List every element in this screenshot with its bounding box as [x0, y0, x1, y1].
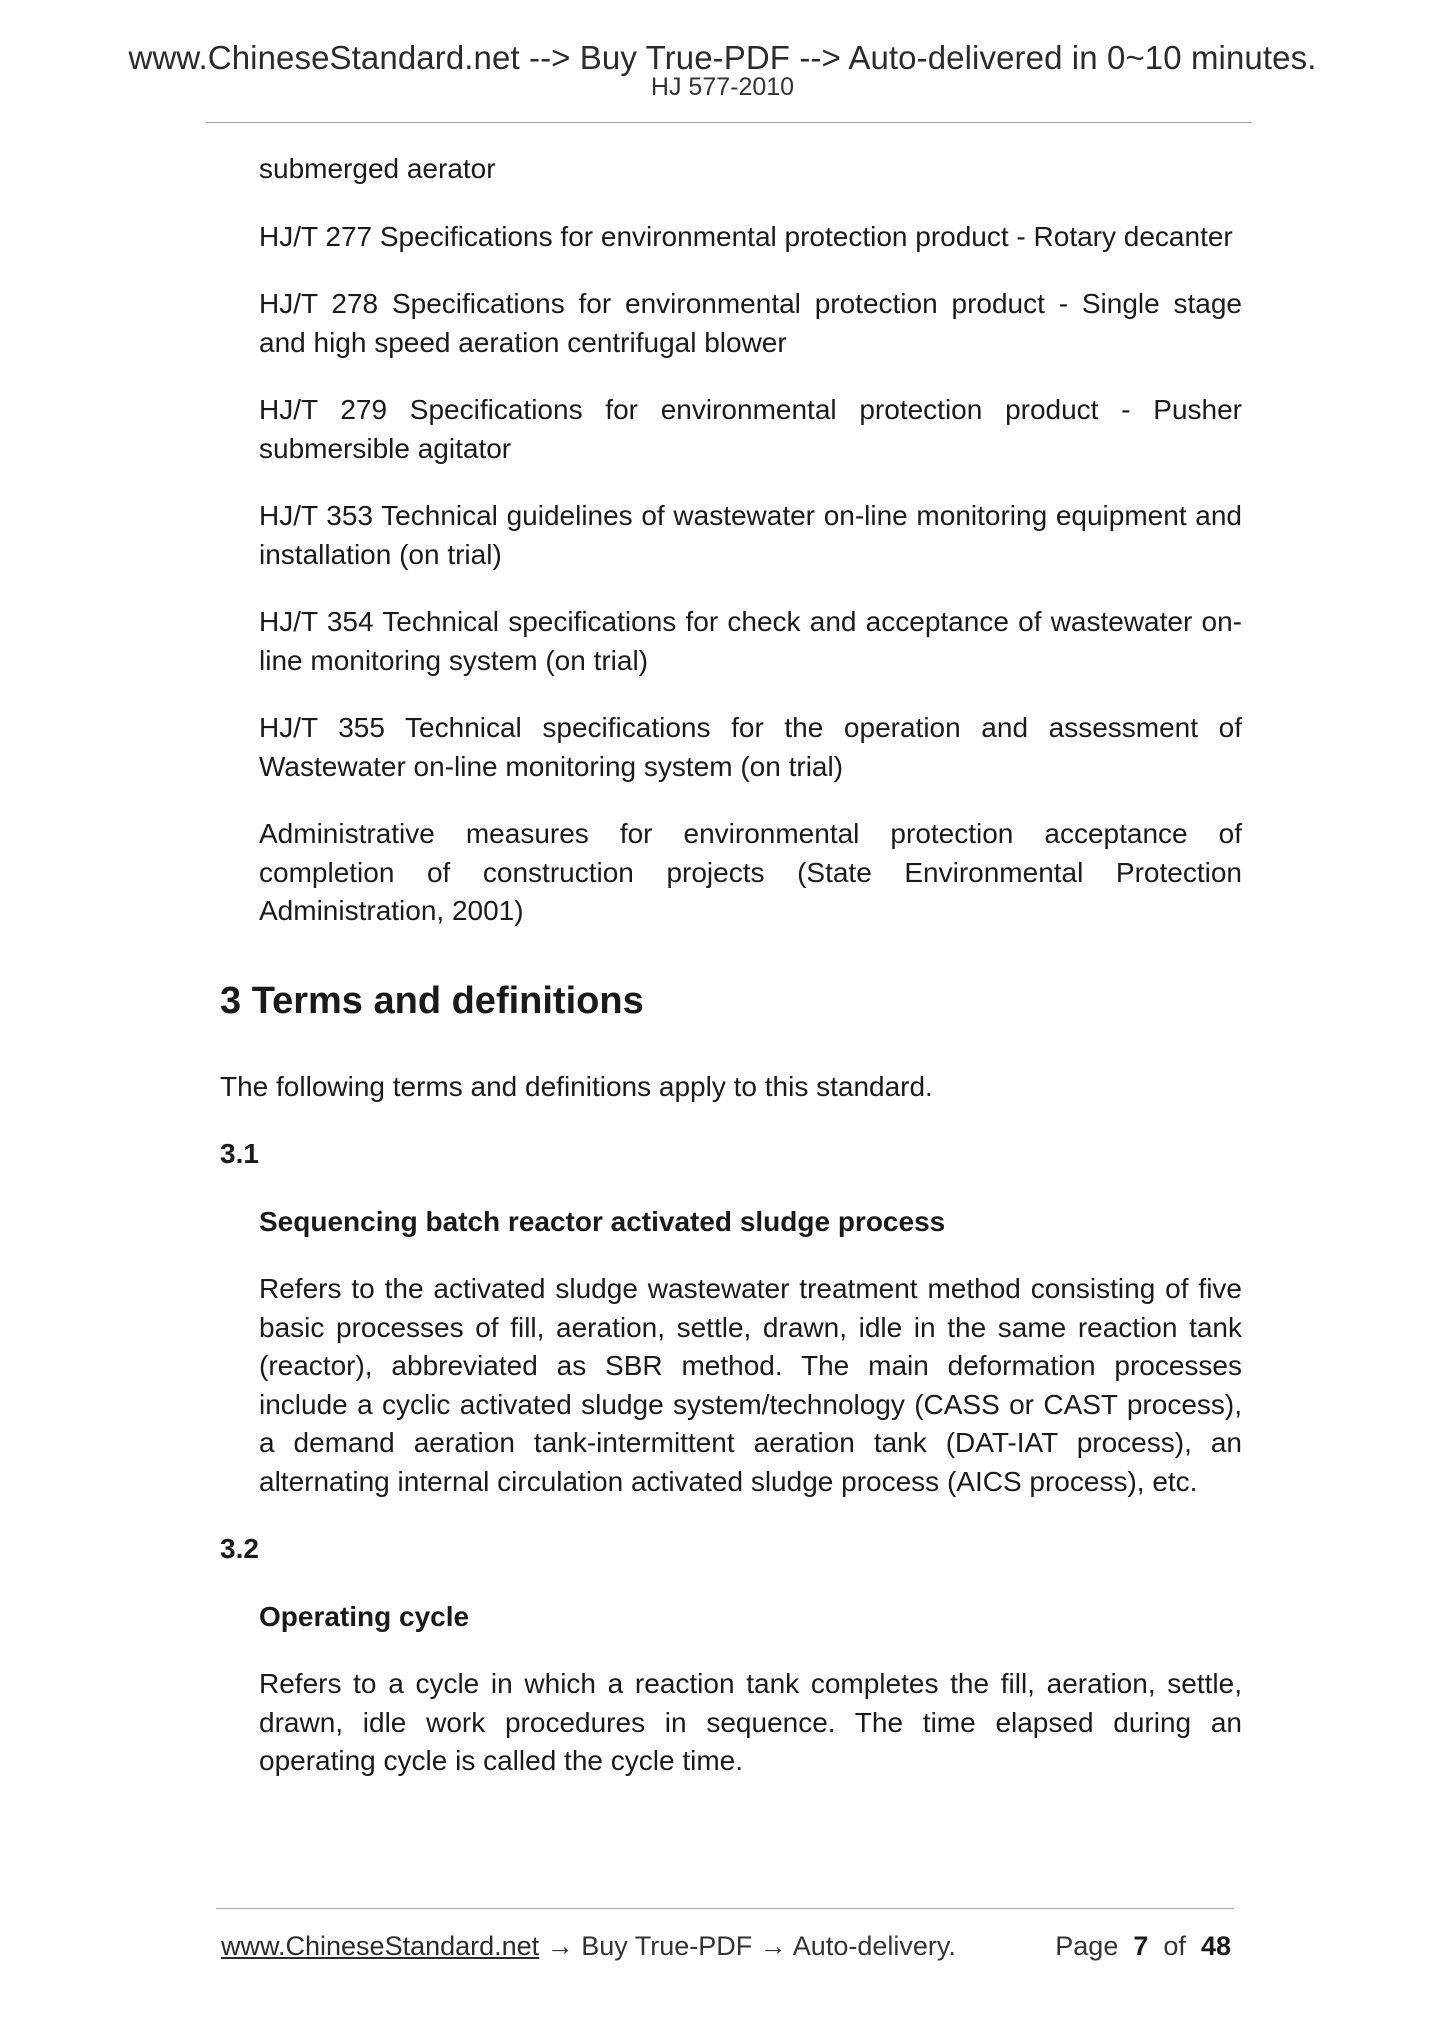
arrow-right-icon: → — [759, 1931, 787, 1961]
reference-item: HJ/T 277 Specifications for environmental protection product - Rotary decanter — [259, 220, 1233, 252]
reference-item: HJ/T 279 Specifications for environmental protection product - Pusher submersible agitator — [259, 394, 1242, 464]
reference-item: HJ/T 353 Technical guidelines of wastewater on-line monitoring equipment and installation (on trial) — [259, 500, 1242, 570]
page-indicator — [1055, 1928, 1231, 1964]
section-heading: 3 Terms and definitions — [220, 979, 644, 1022]
section-intro: The following terms and definitions apply to this standard. — [220, 1070, 933, 1102]
footer-divider — [216, 1908, 1234, 1909]
page-total: 48 — [1200, 1931, 1231, 1961]
page-number: 7 — [1133, 1931, 1149, 1961]
term-number: 3.1 — [220, 1138, 259, 1169]
page-content — [220, 150, 1242, 1810]
footer-buy-text: Buy True-PDF — [581, 1931, 753, 1961]
page-label: Page — [1055, 1931, 1119, 1961]
term-definition: Refers to the activated sludge wastewater treatment method consisting of five basic processes of fill, aeration, settle, drawn, idle in the same reaction tank (reactor), abbreviated as SBR method. The main deformation processes include a cyclic activated sludge system/technology (CASS or CAST process), a demand aeration tank-intermittent aeration tank (DAT-IAT process), an alternating internal circulation activated sludge process (AICS process), etc. — [259, 1273, 1242, 1497]
term-number: 3.2 — [220, 1533, 259, 1564]
document-code: HJ 577-2010 — [650, 73, 795, 101]
footer-site-link[interactable]: www.ChineseStandard.net — [221, 1931, 540, 1961]
of-label: of — [1163, 1931, 1186, 1961]
header-banner: www.ChineseStandard.net --> Buy True-PDF --> Auto-delivered in 0~10 minutes. — [128, 39, 1317, 76]
term-title: Sequencing batch reactor activated sludge process — [259, 1205, 946, 1237]
term-title: Operating cycle — [259, 1600, 470, 1632]
reference-continuation: submerged aerator — [259, 153, 496, 184]
reference-item: Administrative measures for environmental protection acceptance of completion of construction projects (State Environmental Protection Administration, 2001) — [259, 818, 1242, 926]
footer-delivery-text: Auto-delivery. — [792, 1931, 956, 1961]
arrow-right-icon: → — [546, 1931, 574, 1961]
reference-item: HJ/T 278 Specifications for environmental protection product - Single stage and high speed aeration centrifugal blower — [259, 288, 1242, 358]
page-footer — [221, 1928, 1231, 1964]
reference-item: HJ/T 354 Technical specifications for check and acceptance of wastewater on-line monitoring system (on trial) — [259, 606, 1242, 676]
header-divider — [206, 122, 1252, 123]
footer-promo — [221, 1928, 956, 1964]
reference-item: HJ/T 355 Technical specifications for the operation and assessment of Wastewater on-line monitoring system (on trial) — [259, 712, 1242, 782]
term-definition: Refers to a cycle in which a reaction tank completes the fill, aeration, settle, drawn, idle work procedures in sequence. The time elapsed during an operating cycle is called the cycle time. — [259, 1668, 1242, 1776]
